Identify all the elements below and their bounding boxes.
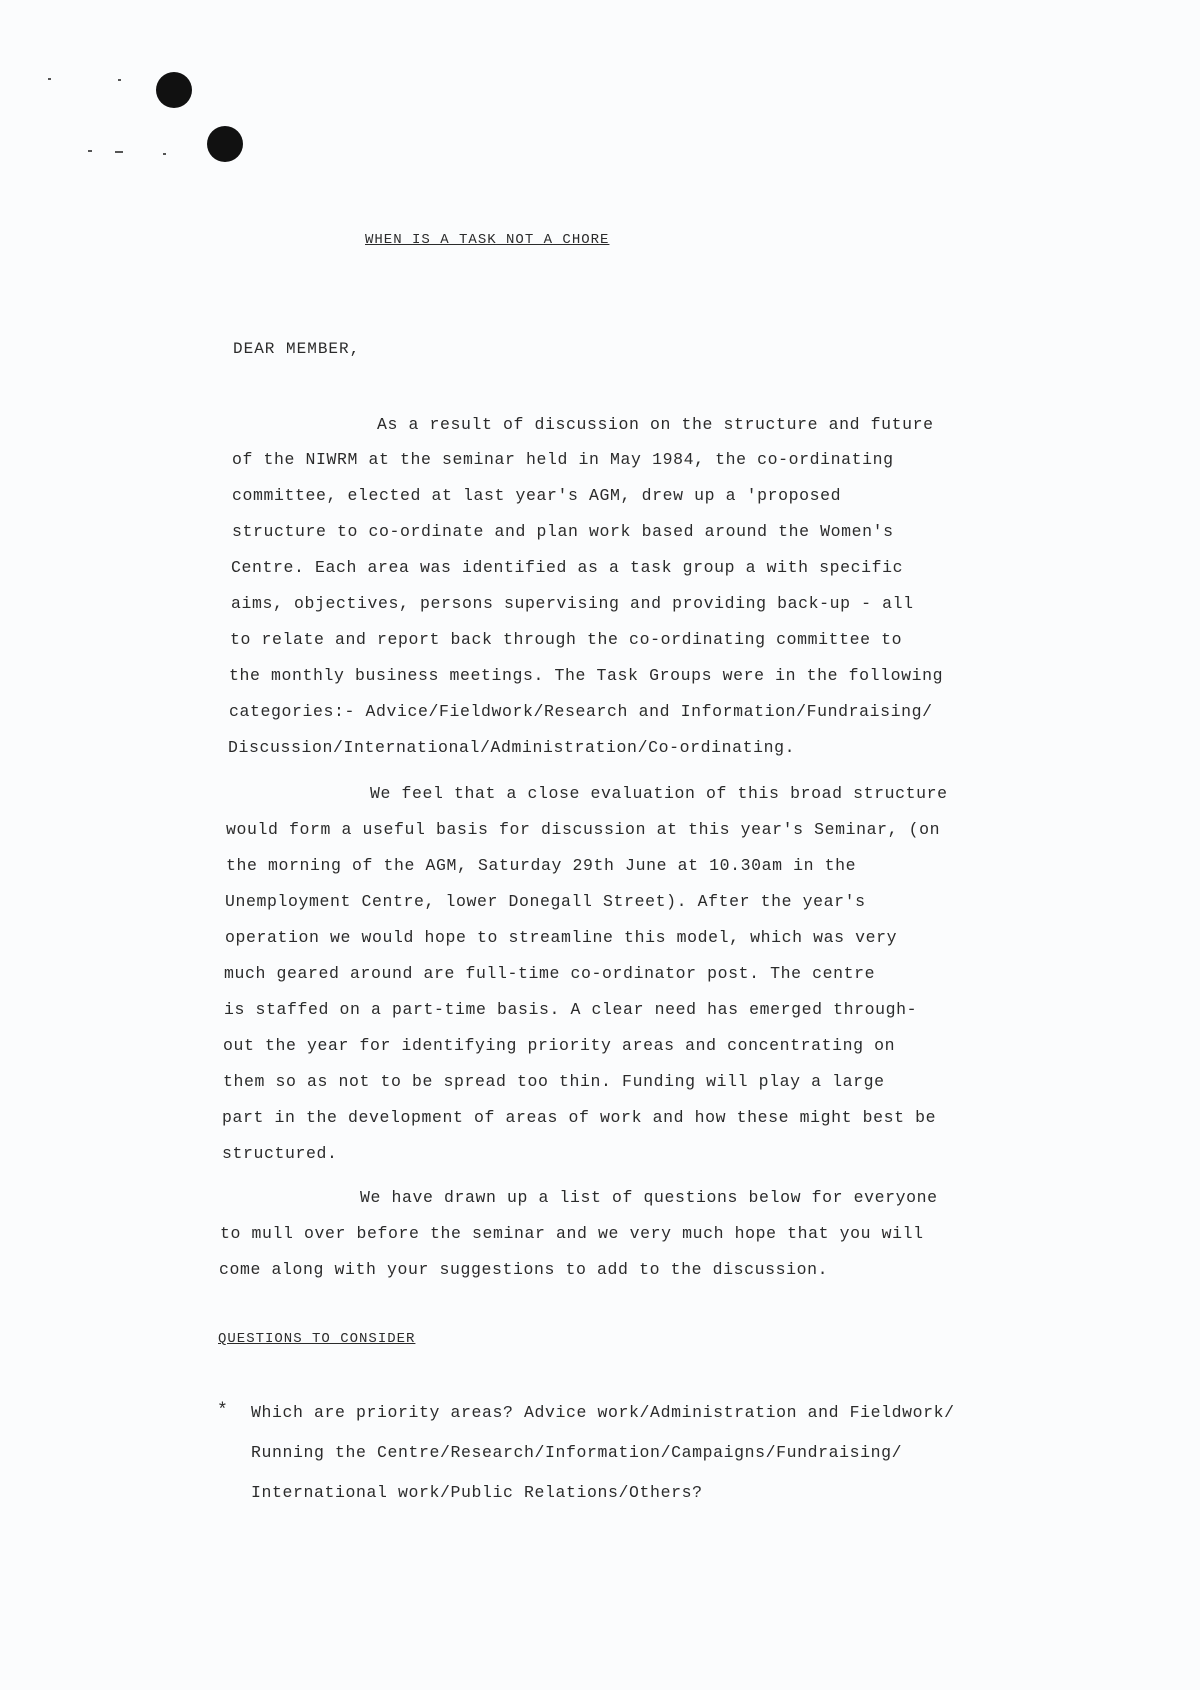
paragraph-2-line: is staffed on a part-time basis. A clear need has emerged through- (224, 1000, 918, 1019)
document-title: WHEN IS A TASK NOT A CHORE (365, 232, 610, 248)
paragraph-2-line: We feel that a close evaluation of this broad structure (370, 784, 948, 803)
paragraph-1-line: the monthly business meetings. The Task Groups were in the following (229, 666, 944, 685)
paragraph-3-line: We have drawn up a list of questions below for everyone (360, 1188, 938, 1207)
paragraph-1-line: aims, objectives, persons supervising and providing back-up - all (231, 594, 914, 613)
paragraph-1-line: structure to co-ordinate and plan work based around the Women's (232, 522, 894, 541)
salutation: DEAR MEMBER, (233, 340, 361, 358)
paragraph-2-line: structured. (222, 1144, 338, 1163)
bullet-marker: * (217, 1401, 228, 1421)
paper-speck (115, 151, 123, 153)
punch-hole (207, 126, 243, 162)
questions-heading: QUESTIONS TO CONSIDER (218, 1331, 416, 1347)
paragraph-1-line: As a result of discussion on the structure and future (377, 415, 934, 434)
paragraph-2-line: much geared around are full-time co-ordinator post. The centre (224, 964, 876, 983)
paper-speck (163, 153, 166, 155)
paper-speck (88, 150, 92, 152)
paragraph-1-line: categories:- Advice/Fieldwork/Research and Information/Fundraising/ (229, 702, 933, 721)
question-line: Which are priority areas? Advice work/Administration and Fieldwork/ (251, 1403, 955, 1422)
question-line: International work/Public Relations/Others? (251, 1483, 703, 1502)
paragraph-3-line: come along with your suggestions to add to the discussion. (219, 1260, 829, 1279)
paper-speck (48, 78, 51, 80)
paper-speck (118, 79, 121, 81)
paragraph-2-line: part in the development of areas of work and how these might best be (222, 1108, 937, 1127)
paragraph-2-line: Unemployment Centre, lower Donegall Street). After the year's (225, 892, 866, 911)
paragraph-2-line: would form a useful basis for discussion at this year's Seminar, (on (226, 820, 941, 839)
paragraph-2-line: out the year for identifying priority areas and concentrating on (223, 1036, 896, 1055)
paragraph-1-line: to relate and report back through the co-ordinating committee to (230, 630, 903, 649)
paragraph-1-line: committee, elected at last year's AGM, drew up a 'proposed (232, 486, 842, 505)
punch-hole (156, 72, 192, 108)
paragraph-1-line: Centre. Each area was identified as a task group a with specific (231, 558, 904, 577)
paragraph-1-line: of the NIWRM at the seminar held in May 1984, the co-ordinating (232, 450, 894, 469)
paragraph-1-line: Discussion/International/Administration/Co-ordinating. (228, 738, 796, 757)
paragraph-3-line: to mull over before the seminar and we very much hope that you will (220, 1224, 924, 1243)
paragraph-2-line: them so as not to be spread too thin. Funding will play a large (223, 1072, 885, 1091)
paragraph-2-line: operation we would hope to streamline this model, which was very (225, 928, 898, 947)
paragraph-2-line: the morning of the AGM, Saturday 29th June at 10.30am in the (226, 856, 857, 875)
question-line: Running the Centre/Research/Information/Campaigns/Fundraising/ (251, 1443, 903, 1462)
